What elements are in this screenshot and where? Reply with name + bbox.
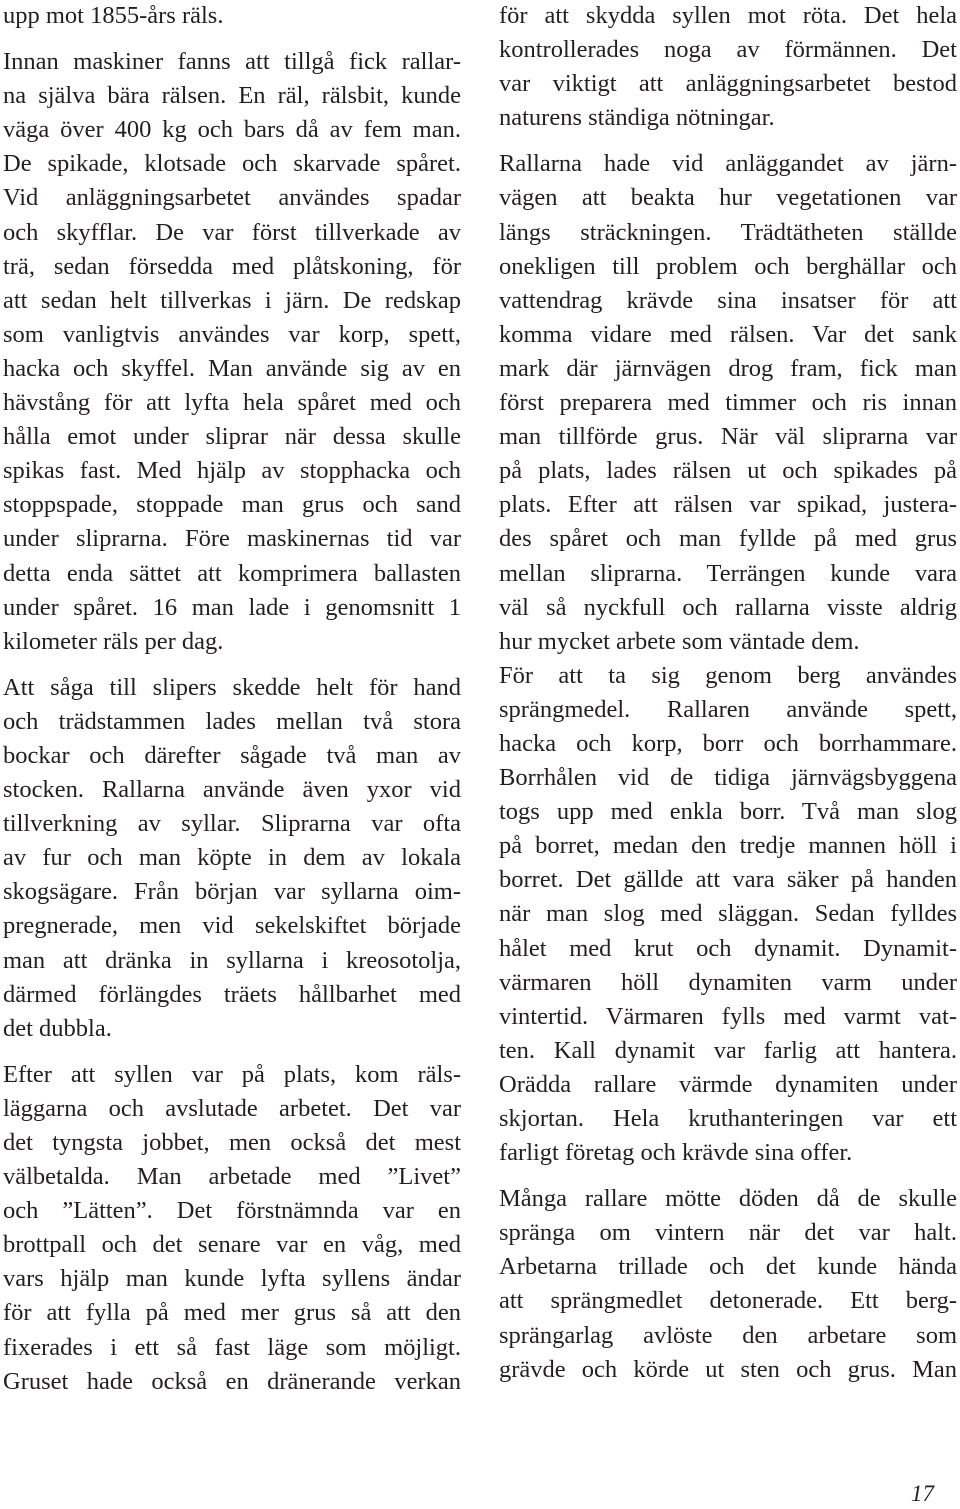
text-line: kontrollerades noga av förmännen. Det — [499, 36, 957, 64]
text-line: borret. Det gällde att vara säker på handen — [499, 866, 957, 894]
text-line: vars hjälp man kunde lyfta syllens ändar — [3, 1265, 461, 1293]
text-line: välbetalda. Man arbetade med ”Livet” — [3, 1163, 461, 1191]
text-line: vägen att beakta hur vegetationen var — [499, 184, 957, 212]
text-line: tillverkning av syllar. Sliprarna var ofta — [3, 810, 461, 838]
text-line: plats. Efter att rälsen var spikad, justera- — [499, 491, 957, 519]
text-line: Många rallare mötte döden då de skulle — [499, 1185, 957, 1213]
text-line: hålla emot under sliprar när dessa skulle — [3, 423, 461, 451]
text-line: vintertid. Värmaren fylls med varmt vat- — [499, 1002, 957, 1030]
text-line: under spåret. 16 man lade i genomsnitt 1 — [3, 593, 461, 621]
text-line: De spikade, klotsade och skarvade spåret. — [3, 150, 461, 178]
text-line: sprängmedel. Rallaren använde spett, — [499, 695, 957, 723]
text-line: upp mot 1855-års räls. — [3, 2, 224, 29]
text-line: som vanligtvis användes var korp, spett, — [3, 320, 461, 348]
text-line: Att såga till slipers skedde helt för hand — [3, 673, 461, 701]
text-line: skogsägare. Från början var syllarna oim- — [3, 878, 461, 906]
text-line: des spåret och man fyllde på med grus — [499, 525, 957, 553]
text-line: trä, sedan försedda med plåtskoning, för — [3, 252, 461, 280]
paragraph-gap — [3, 1046, 461, 1058]
text-line: därmed förlängdes träets hållbarhet med — [3, 980, 461, 1008]
text-line: skjortan. Hela kruthanteringen var ett — [499, 1105, 957, 1132]
text-line: Borrhålen vid de tidiga järnvägsbyggena — [499, 764, 957, 792]
text-line: under sliprarna. Före maskinernas tid var — [3, 525, 461, 553]
text-line: det dubbla. — [3, 1014, 112, 1042]
text-line: att sedan helt tillverkas i järn. De redskap — [3, 286, 461, 314]
paragraph — [3, 671, 461, 1046]
text-line: grävde och körde ut sten och grus. Man — [499, 1355, 957, 1383]
text-line: Arbetarna trillade och det kunde hända — [499, 1253, 957, 1281]
text-line: hacka och skyffel. Man använde sig av en — [3, 354, 461, 382]
text-line: av fur och man köpte in dem av lokala — [3, 844, 461, 872]
text-line: man tillförde grus. När väl sliprarna var — [499, 423, 957, 451]
text-line: att sprängmedlet detonerade. Ett berg- — [499, 1287, 957, 1315]
left-text-column — [3, 0, 461, 1399]
text-line: och skyfflar. De var först tillverkade av — [3, 218, 461, 246]
paragraph — [3, 1058, 461, 1399]
text-line: pregnerade, men vid sekelskiftet började — [3, 912, 461, 940]
text-line: mellan sliprarna. Terrängen kunde vara — [499, 559, 957, 587]
paragraph-gap — [3, 33, 461, 45]
text-line: hålet med krut och dynamit. Dynamit- — [499, 934, 957, 962]
text-line: för att fylla på med mer grus så att den — [3, 1299, 461, 1327]
paragraph-gap — [499, 135, 957, 147]
text-line: brottpall och det senare var en våg, med — [3, 1231, 461, 1259]
text-line: stoppspade, stoppade man grus och sand — [3, 491, 461, 519]
paragraph — [3, 0, 461, 33]
text-line: väga över 400 kg och bars då av fem man. — [3, 116, 461, 144]
paragraph — [499, 1182, 957, 1387]
text-line: värmaren höll dynamiten varm under — [499, 968, 957, 996]
text-line: spränga om vintern när det var halt. — [499, 1219, 957, 1247]
text-line: stocken. Rallarna använde även yxor vid — [3, 776, 461, 804]
text-line: när man slog med släggan. Sedan fylldes — [499, 900, 957, 928]
text-line: Innan maskiner fanns att tillgå fick rallar- — [3, 48, 461, 76]
text-line: och trädstammen lades mellan två stora — [3, 707, 461, 735]
paragraph-gap — [499, 1170, 957, 1182]
text-line: man att dränka in syllarna i kreosotolja, — [3, 946, 461, 974]
text-line: på borret, medan den tredje mannen höll i — [499, 832, 957, 860]
text-line: hävstång för att lyfta hela spåret med och — [3, 389, 461, 417]
text-line: Orädda rallare värmde dynamiten under — [499, 1070, 957, 1098]
paragraph — [3, 45, 461, 659]
paragraph — [499, 0, 957, 135]
text-line: detta enda sättet att komprimera ballasten — [3, 559, 461, 587]
text-line: och ”Lätten”. Det förstnämnda var en — [3, 1197, 461, 1225]
text-line: farligt företag och krävde sina offer. — [499, 1139, 853, 1167]
text-line: på plats, lades rälsen ut och spikades på — [499, 457, 957, 485]
text-line: mark där järnvägen drog fram, fick man — [499, 354, 957, 382]
paragraph-gap — [3, 659, 461, 671]
text-line: Rallarna hade vid anläggandet av järn- — [499, 150, 957, 178]
text-line: Vid anläggningsarbetet användes spadar — [3, 184, 461, 212]
text-line: längs sträckningen. Trädtätheten ställde — [499, 218, 957, 246]
text-line: togs upp med enkla borr. Två man slog — [499, 798, 957, 826]
text-line: det tyngsta jobbet, men också det mest — [3, 1129, 461, 1156]
text-line: ten. Kall dynamit var farlig att hantera. — [499, 1036, 957, 1064]
text-line: Efter att syllen var på plats, kom räls- — [3, 1060, 461, 1088]
text-line: hacka och korp, borr och borrhammare. — [499, 729, 957, 757]
text-line: spikas fast. Med hjälp av stopphacka och — [3, 457, 461, 485]
text-line: na själva bära rälsen. En räl, rälsbit, kunde — [3, 82, 461, 110]
text-line: väl så nyckfull och rallarna visste aldrig — [499, 593, 957, 621]
text-line: sprängarlag avlöste den arbetare som — [499, 1321, 957, 1349]
page-number: 17 — [911, 1481, 934, 1506]
paragraph — [499, 147, 957, 1170]
right-text-column — [499, 0, 957, 1387]
text-line: var viktigt att anläggningsarbetet bestod — [499, 70, 957, 98]
text-line: hur mycket arbete som väntade dem. — [499, 627, 860, 655]
text-line: kilometer räls per dag. — [3, 627, 224, 655]
text-line: vattendrag krävde sina insatser för att — [499, 286, 957, 314]
text-line: naturens ständiga nötningar. — [499, 104, 775, 132]
text-line: fixerades i ett så fast läge som möjligt. — [3, 1333, 461, 1361]
text-line: Gruset hade också en dränerande verkan — [3, 1367, 461, 1395]
text-line: för att skydda syllen mot röta. Det hela — [499, 2, 957, 29]
text-line: först preparera med timmer och ris innan — [499, 389, 957, 417]
text-line: läggarna och avslutade arbetet. Det var — [3, 1094, 461, 1122]
text-line: komma vidare med rälsen. Var det sank — [499, 320, 957, 348]
text-line: För att ta sig genom berg användes — [499, 661, 957, 689]
text-line: onekligen till problem och berghällar och — [499, 252, 957, 280]
text-line: bockar och därefter sågade två man av — [3, 741, 461, 769]
